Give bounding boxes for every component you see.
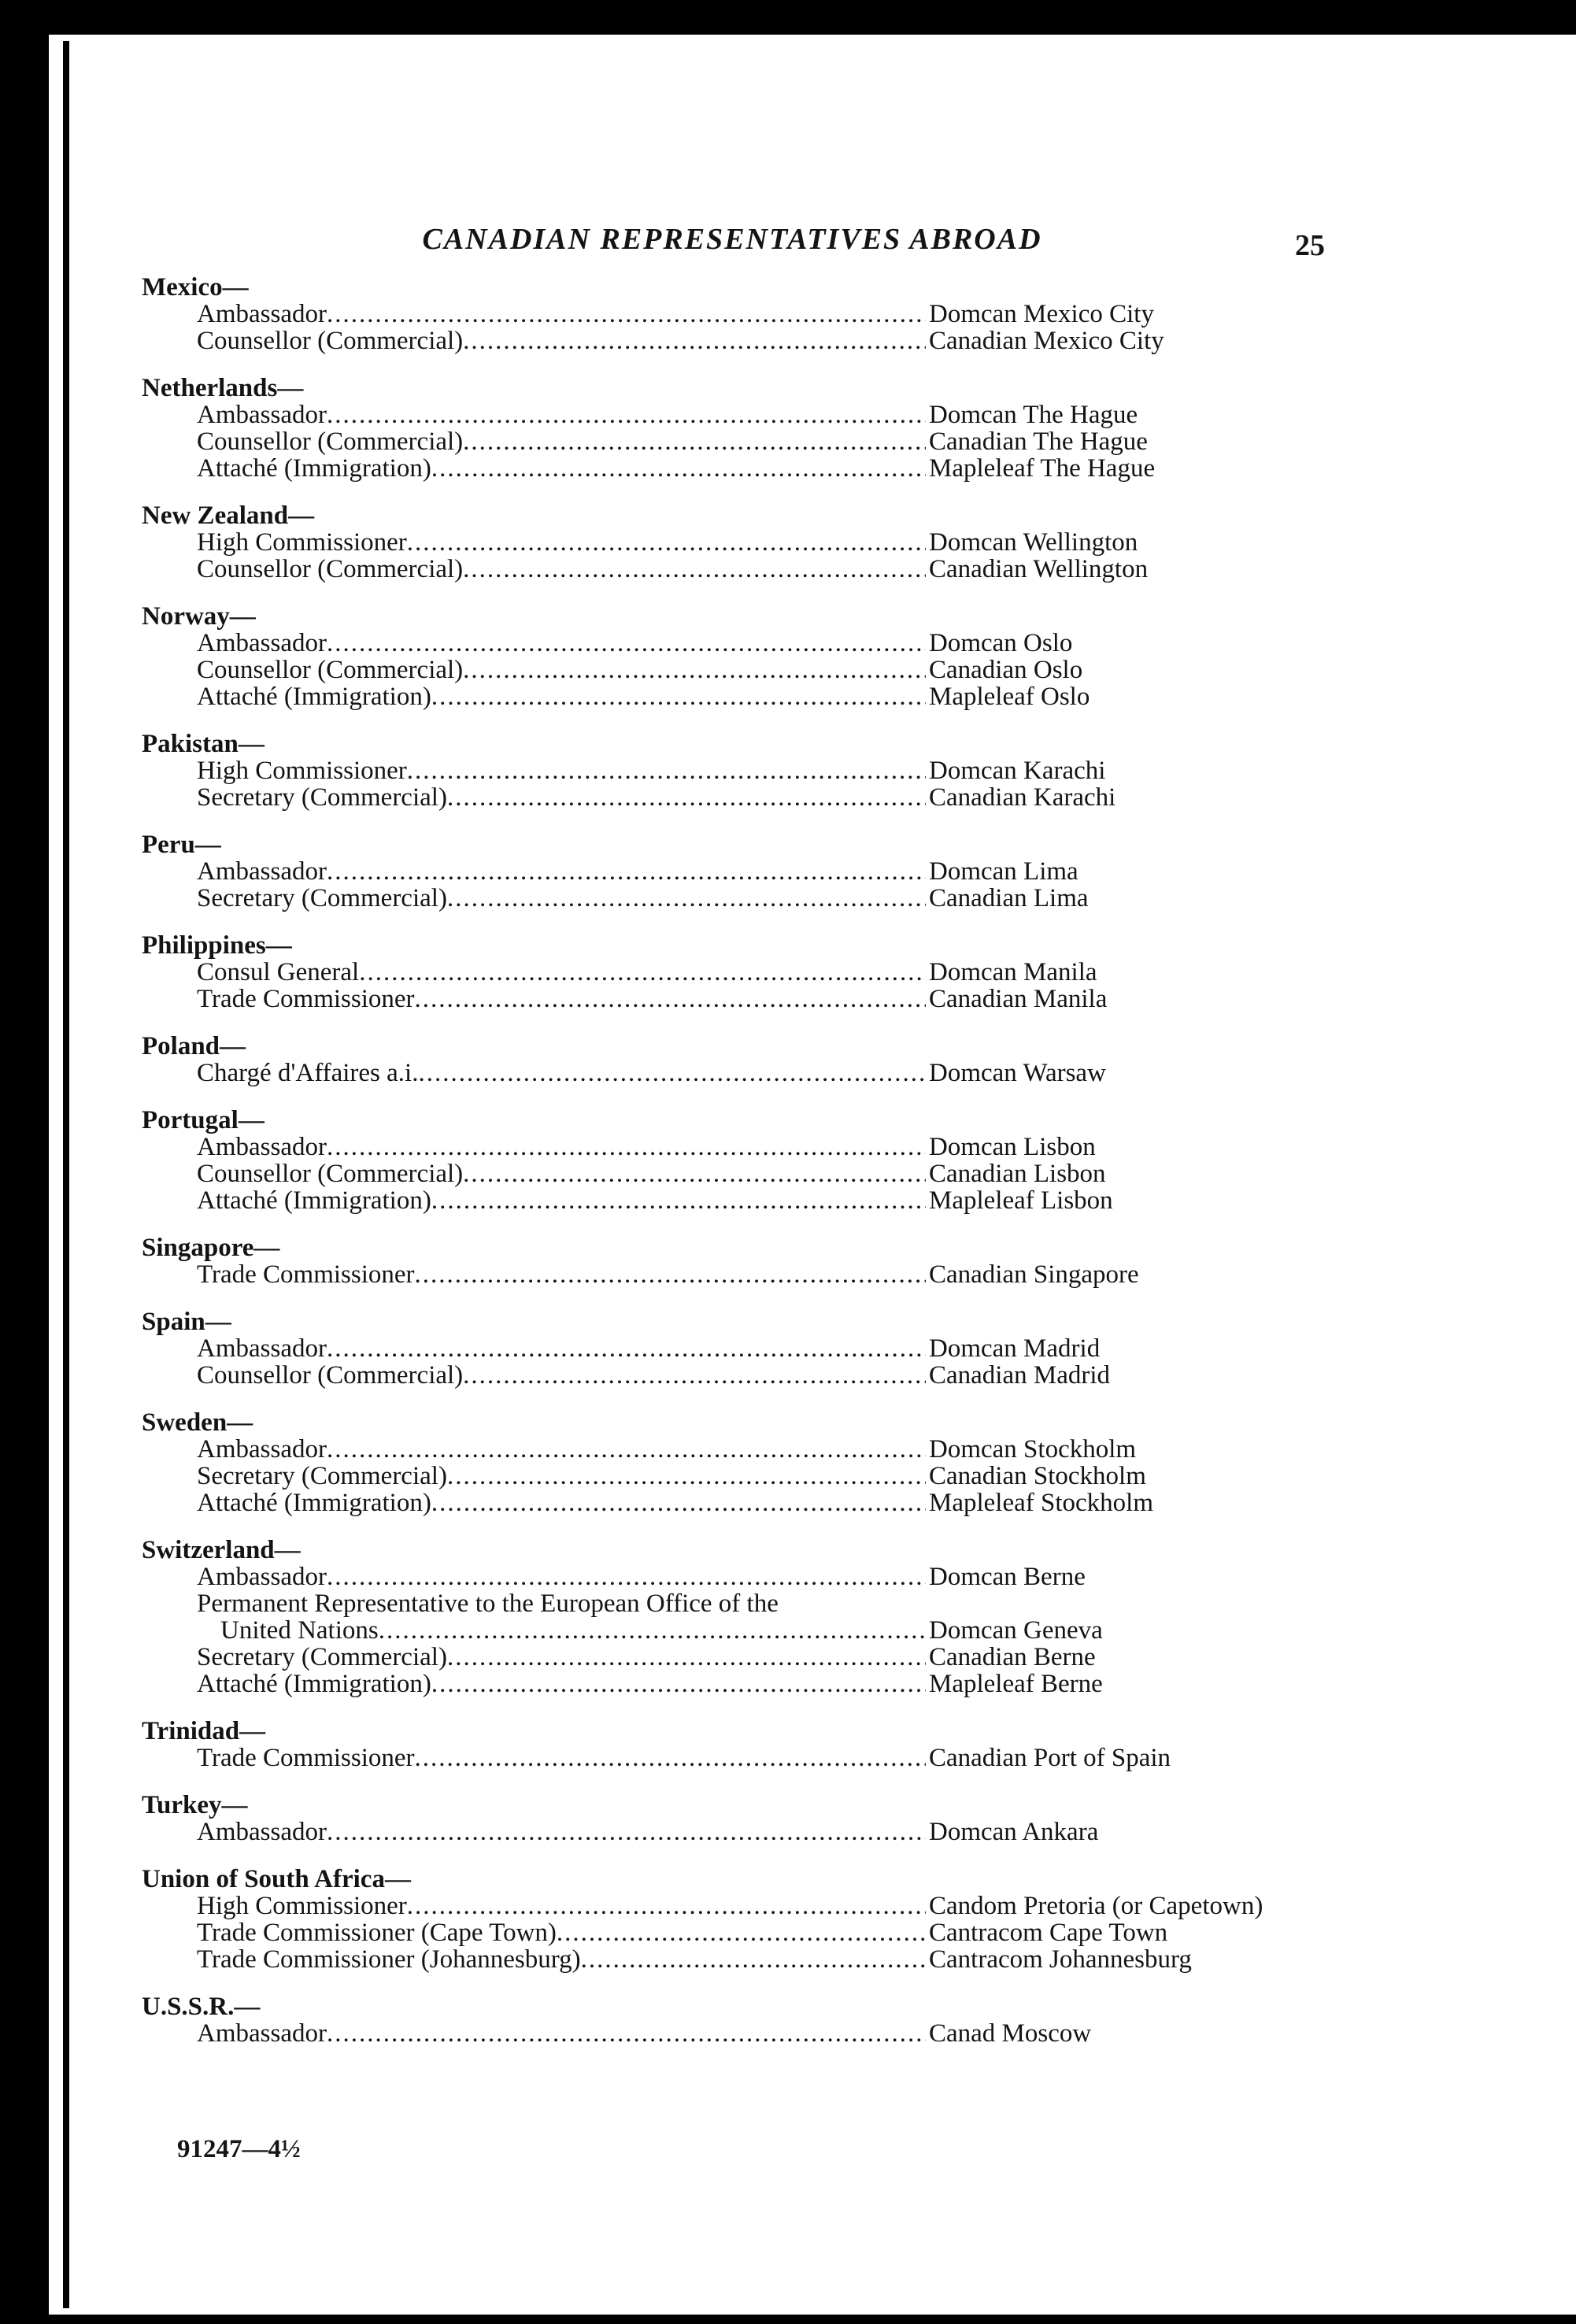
dot-leader xyxy=(327,858,926,885)
position-title: Trade Commissioner (Johannesburg) xyxy=(197,1945,581,1974)
position-title: Trade Commissioner xyxy=(197,1260,415,1289)
country-heading: Mexico— xyxy=(142,273,249,302)
country-heading: Trinidad— xyxy=(142,1717,266,1745)
position-title: Permanent Representative to the European Office of the xyxy=(197,1589,779,1618)
representative-row xyxy=(142,1060,1338,1086)
country-heading: Peru— xyxy=(142,831,221,859)
representative-row xyxy=(142,1187,1338,1214)
country-heading: New Zealand— xyxy=(142,501,315,530)
dot-leader xyxy=(431,455,926,482)
dot-leader xyxy=(327,1819,926,1845)
cable-address: Canadian Port of Spain xyxy=(929,1744,1171,1772)
country-heading: Norway— xyxy=(142,602,256,631)
country-heading: Netherlands— xyxy=(142,374,304,402)
representative-row xyxy=(142,1617,1338,1644)
dot-leader xyxy=(463,328,926,354)
representative-row xyxy=(142,328,1338,354)
cable-address: Canadian Mexico City xyxy=(929,327,1164,355)
position-title: Attaché (Immigration) xyxy=(197,454,431,483)
cable-address: Canadian Berne xyxy=(929,1643,1096,1671)
position-title: Ambassador xyxy=(197,300,327,328)
position-title: Counsellor (Commercial) xyxy=(197,427,464,456)
representative-row xyxy=(142,959,1338,986)
position-title: Counsellor (Commercial) xyxy=(197,656,464,684)
representative-row xyxy=(142,858,1338,885)
country-heading: Singapore— xyxy=(142,1234,280,1262)
dot-leader xyxy=(359,959,926,986)
representative-row xyxy=(142,1335,1338,1362)
representative-row xyxy=(142,1436,1338,1463)
cable-address: Canadian Lisbon xyxy=(929,1160,1106,1188)
position-title: Ambassador xyxy=(197,629,327,657)
cable-address: Domcan Ankara xyxy=(929,1818,1099,1846)
representative-row xyxy=(142,1463,1338,1490)
position-title: Attaché (Immigration) xyxy=(197,1670,431,1698)
representative-row xyxy=(142,2020,1338,2047)
representative-row xyxy=(142,630,1338,657)
country-heading: Spain— xyxy=(142,1308,231,1336)
position-title: Ambassador xyxy=(197,401,327,429)
cable-address: Domcan Madrid xyxy=(929,1334,1101,1363)
dot-leader xyxy=(431,1671,926,1697)
dot-leader xyxy=(327,402,926,428)
cable-address: Domcan Oslo xyxy=(929,629,1073,657)
position-title: Trade Commissioner xyxy=(197,1744,415,1772)
cable-address: Canadian Stockholm xyxy=(929,1462,1146,1490)
dot-leader xyxy=(447,784,926,811)
cable-address: Canadian The Hague xyxy=(929,427,1148,456)
dot-leader xyxy=(415,1745,926,1771)
print-code: 91247—4½ xyxy=(177,2135,301,2163)
cable-address: Mapleleaf Oslo xyxy=(929,683,1090,711)
country-heading: Philippines— xyxy=(142,931,292,960)
position-title: Counsellor (Commercial) xyxy=(197,1160,464,1188)
binding-line xyxy=(63,41,69,2308)
position-title: Secretary (Commercial) xyxy=(197,884,447,912)
representative-row xyxy=(142,1745,1338,1771)
representative-row xyxy=(142,301,1338,328)
cable-address: Domcan Manila xyxy=(929,958,1097,986)
position-title: Secretary (Commercial) xyxy=(197,1462,447,1490)
dot-leader xyxy=(447,1644,926,1671)
position-title: United Nations xyxy=(220,1616,379,1645)
dot-leader xyxy=(327,2020,926,2047)
position-title: Counsellor (Commercial) xyxy=(197,555,464,583)
cable-address: Domcan The Hague xyxy=(929,401,1138,429)
representative-row xyxy=(142,1671,1338,1697)
dot-leader xyxy=(407,757,926,784)
cable-address: Canadian Madrid xyxy=(929,1361,1111,1390)
position-title: Counsellor (Commercial) xyxy=(197,1361,464,1390)
cable-address: Canad Moscow xyxy=(929,2019,1092,2048)
dot-leader xyxy=(581,1946,926,1973)
dot-leader xyxy=(407,1893,926,1919)
representative-row xyxy=(142,1160,1338,1187)
representative-row xyxy=(142,784,1338,811)
position-title: Attaché (Immigration) xyxy=(197,1489,431,1517)
country-heading: Portugal— xyxy=(142,1106,265,1134)
position-title: High Commissioner xyxy=(197,528,407,557)
page-number: 25 xyxy=(1295,229,1325,262)
cable-address: Domcan Warsaw xyxy=(929,1059,1106,1087)
position-title: Trade Commissioner xyxy=(197,985,415,1013)
dot-leader xyxy=(463,1160,926,1187)
page-title: CANADIAN REPRESENTATIVES ABROAD xyxy=(422,223,1042,256)
cable-address: Canadian Lima xyxy=(929,884,1089,912)
dot-leader xyxy=(463,428,926,455)
dot-leader xyxy=(379,1617,926,1644)
representative-row xyxy=(142,556,1338,583)
scan-top-border xyxy=(0,0,1576,35)
position-title: Attaché (Immigration) xyxy=(197,683,431,711)
cable-address: Domcan Mexico City xyxy=(929,300,1154,328)
representative-row xyxy=(142,1946,1338,1973)
position-title: Ambassador xyxy=(197,1818,327,1846)
representative-row xyxy=(142,455,1338,482)
representative-row xyxy=(142,1261,1338,1288)
dot-leader xyxy=(418,1060,926,1086)
representative-row xyxy=(142,757,1338,784)
representative-row xyxy=(142,1362,1338,1389)
representative-row xyxy=(142,1564,1338,1590)
country-heading: Sweden— xyxy=(142,1408,253,1437)
cable-address: Canadian Manila xyxy=(929,985,1108,1013)
scan-left-border xyxy=(0,35,49,2324)
position-title: Attaché (Immigration) xyxy=(197,1186,431,1215)
cable-address: Mapleleaf Lisbon xyxy=(929,1186,1113,1215)
position-title: Counsellor (Commercial) xyxy=(197,327,464,355)
cable-address: Domcan Lima xyxy=(929,857,1078,886)
cable-address: Cantracom Cape Town xyxy=(929,1919,1168,1947)
cable-address: Domcan Berne xyxy=(929,1563,1086,1591)
cable-address: Candom Pretoria (or Capetown) xyxy=(929,1892,1263,1920)
cable-address: Domcan Lisbon xyxy=(929,1133,1096,1161)
country-heading: U.S.S.R.— xyxy=(142,1993,261,2021)
dot-leader xyxy=(327,1335,926,1362)
position-title: Ambassador xyxy=(197,2019,327,2048)
representative-row xyxy=(142,1893,1338,1919)
representative-row xyxy=(142,885,1338,912)
cable-address: Mapleleaf Stockholm xyxy=(929,1489,1154,1517)
position-title: Secretary (Commercial) xyxy=(197,1643,447,1671)
representative-row xyxy=(142,683,1338,710)
cable-address: Canadian Karachi xyxy=(929,783,1116,812)
country-heading: Turkey— xyxy=(142,1791,248,1819)
dot-leader xyxy=(463,1362,926,1389)
country-heading: Poland— xyxy=(142,1032,246,1060)
position-title: Secretary (Commercial) xyxy=(197,783,447,812)
position-title: Trade Commissioner (Cape Town) xyxy=(197,1919,557,1947)
scan-bottom-border xyxy=(0,2315,1576,2324)
representative-row xyxy=(142,402,1338,428)
cable-address: Mapleleaf Berne xyxy=(929,1670,1103,1698)
country-heading: Switzerland— xyxy=(142,1536,301,1564)
representative-row xyxy=(142,428,1338,455)
dot-leader xyxy=(327,630,926,657)
dot-leader xyxy=(327,301,926,328)
dot-leader xyxy=(463,657,926,683)
dot-leader xyxy=(447,1463,926,1490)
country-heading: Pakistan— xyxy=(142,730,265,758)
position-title: High Commissioner xyxy=(197,757,407,785)
dot-leader xyxy=(447,885,926,912)
position-title: Ambassador xyxy=(197,1563,327,1591)
position-title: Ambassador xyxy=(197,1435,327,1464)
position-title: Ambassador xyxy=(197,1133,327,1161)
cable-address: Mapleleaf The Hague xyxy=(929,454,1156,483)
dot-leader xyxy=(407,529,926,556)
cable-address: Canadian Singapore xyxy=(929,1260,1139,1289)
cable-address: Domcan Wellington xyxy=(929,528,1138,557)
position-title: Ambassador xyxy=(197,857,327,886)
representative-row xyxy=(142,1134,1338,1160)
representative-row xyxy=(142,1819,1338,1845)
dot-leader xyxy=(327,1134,926,1160)
representatives-list xyxy=(142,274,1338,2047)
cable-address: Domcan Geneva xyxy=(929,1616,1103,1645)
representative-row xyxy=(142,986,1338,1012)
dot-leader xyxy=(463,556,926,583)
dot-leader xyxy=(327,1436,926,1463)
dot-leader xyxy=(415,1261,926,1288)
cable-address: Canadian Oslo xyxy=(929,656,1083,684)
dot-leader xyxy=(327,1564,926,1590)
dot-leader xyxy=(415,986,926,1012)
representative-row xyxy=(142,1590,1338,1617)
representative-row xyxy=(142,1644,1338,1671)
representative-row xyxy=(142,1490,1338,1516)
dot-leader xyxy=(431,683,926,710)
representative-row xyxy=(142,1919,1338,1946)
representative-row xyxy=(142,657,1338,683)
cable-address: Domcan Stockholm xyxy=(929,1435,1137,1464)
cable-address: Domcan Karachi xyxy=(929,757,1106,785)
dot-leader xyxy=(431,1187,926,1214)
position-title: Chargé d'Affaires a.i. xyxy=(197,1059,419,1087)
country-heading: Union of South Africa— xyxy=(142,1865,411,1893)
representative-row xyxy=(142,529,1338,556)
position-title: High Commissioner xyxy=(197,1892,407,1920)
cable-address: Cantracom Johannesburg xyxy=(929,1945,1192,1974)
dot-leader xyxy=(557,1919,926,1946)
position-title: Ambassador xyxy=(197,1334,327,1363)
position-title: Consul General xyxy=(197,958,360,986)
dot-leader xyxy=(431,1490,926,1516)
cable-address: Canadian Wellington xyxy=(929,555,1149,583)
